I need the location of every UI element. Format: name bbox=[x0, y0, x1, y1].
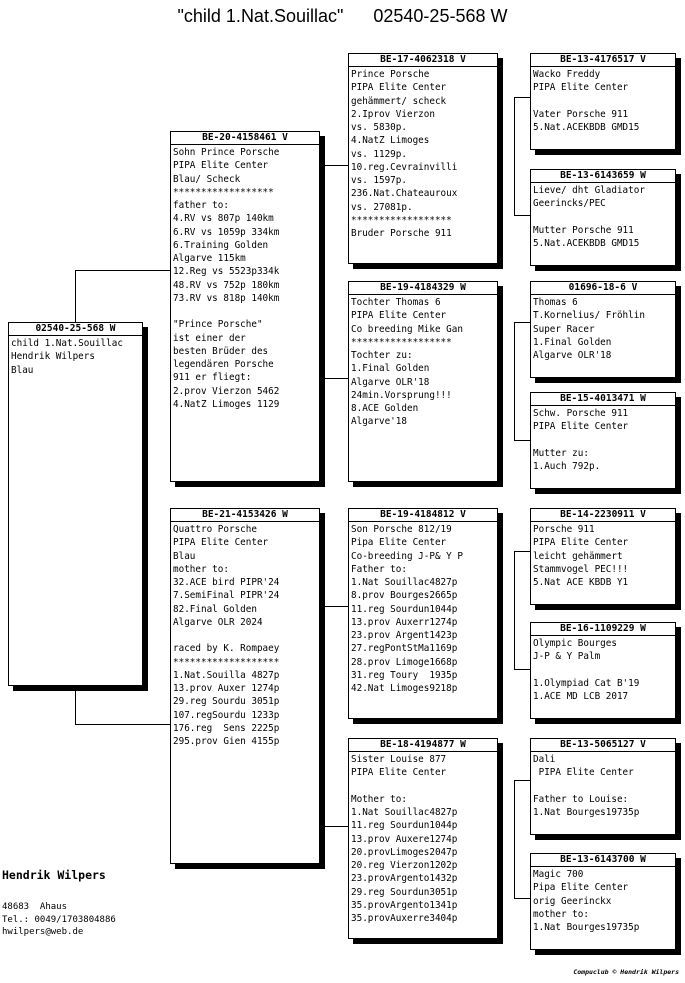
pedigree-line: Olympic Bourges bbox=[533, 638, 617, 649]
pedigree-line bbox=[173, 305, 317, 318]
pedigree-line: ******************* bbox=[173, 656, 280, 668]
pedigree-line: ****************** bbox=[351, 336, 452, 348]
pedigree-notes bbox=[349, 295, 497, 430]
pedigree-line: 23.prov Argent1423p bbox=[351, 630, 458, 641]
pedigree-line bbox=[533, 95, 673, 108]
pedigree-notes bbox=[171, 522, 319, 749]
ring-number: BE-14-2230911 V bbox=[531, 509, 675, 522]
pedigree-line: Algarve OLR'18 bbox=[351, 376, 430, 388]
pedigree-line: 8.ACE Golden bbox=[351, 403, 419, 414]
pedigree-line bbox=[173, 629, 317, 642]
dam-dam-sire-card bbox=[530, 738, 676, 835]
owner-contact bbox=[2, 901, 116, 939]
pedigree-line: 2.Iprov Vierzon bbox=[351, 108, 435, 120]
connector bbox=[320, 606, 321, 826]
pedigree-line: Son Porsche 812/19 bbox=[351, 524, 452, 535]
pedigree-line: 35.provArgento1341p bbox=[351, 899, 458, 911]
pedigree-line: PIPA Elite Center bbox=[351, 310, 447, 322]
connector bbox=[514, 215, 531, 216]
pedigree-notes bbox=[349, 752, 497, 926]
pedigree-line: 1.Auch 792p. bbox=[533, 461, 601, 472]
pedigree-notes bbox=[531, 183, 675, 251]
pedigree-line: Algarve OLR 2024 bbox=[173, 616, 263, 628]
pedigree-line: 23.provArgento1432p bbox=[351, 873, 458, 885]
pedigree-line: 1.Nat Souillac4827p bbox=[351, 577, 458, 588]
pedigree-line: 4.NatZ Limoges 1129 bbox=[173, 398, 280, 410]
pedigree-line: 11.reg Sourdun1044p bbox=[351, 820, 458, 832]
page-title: "child 1.Nat.Souillac" 02540-25-568 W bbox=[177, 6, 508, 26]
sire-sire-card bbox=[348, 53, 498, 264]
pedigree-line: 12.Reg vs 5523p334k bbox=[173, 266, 280, 278]
pedigree-line: Co-breeding J-P& Y P bbox=[351, 550, 463, 562]
dam-sire-card bbox=[348, 508, 498, 719]
ring-number: BE-21-4153426 W bbox=[171, 509, 319, 522]
ring-number: 02540-25-568 W bbox=[9, 323, 142, 336]
pedigree-line: Mother to: bbox=[351, 793, 407, 805]
main-bird-card bbox=[8, 322, 143, 686]
pedigree-line: 31.reg Toury 1935p bbox=[351, 669, 458, 681]
pedigree-line: "Prince Porsche" bbox=[173, 319, 263, 331]
pedigree-line bbox=[533, 434, 673, 447]
ring-number: BE-13-6143700 W bbox=[531, 854, 675, 867]
pedigree-line: 176.reg Sens 2225p bbox=[173, 722, 280, 734]
sire-dam-dam-card bbox=[530, 392, 676, 489]
pedigree-line: 82.Final Golden bbox=[173, 603, 257, 615]
pedigree-line: Pipa Elite Center bbox=[533, 882, 629, 894]
pedigree-line: Lieve/ dht Gladiator bbox=[533, 185, 645, 196]
pedigree-line: PIPA Elite Center bbox=[533, 537, 629, 549]
pedigree-line: 11.reg Sourdun1044p bbox=[351, 603, 458, 615]
pedigree-line: Father to Louise: bbox=[533, 793, 629, 805]
pedigree-line: Prince Porsche bbox=[351, 69, 430, 80]
connector bbox=[514, 97, 531, 98]
pedigree-notes bbox=[531, 406, 675, 474]
pedigree-line: mother to: bbox=[173, 563, 229, 575]
pedigree-line: 7.SemiFinal PIPR'24 bbox=[173, 590, 280, 602]
connector bbox=[514, 898, 531, 899]
connector bbox=[514, 440, 531, 441]
connector bbox=[75, 270, 172, 271]
pedigree-line: raced by K. Rompaey bbox=[173, 643, 280, 655]
pedigree-line: Porsche 911 bbox=[533, 524, 595, 535]
pedigree-line: 236.Nat.Chateauroux bbox=[351, 188, 458, 200]
connector bbox=[514, 322, 531, 323]
pedigree-notes bbox=[531, 522, 675, 590]
pedigree-line: 28.prov Limoge1668p bbox=[351, 656, 458, 668]
pedigree-notes bbox=[531, 752, 675, 820]
pedigree-notes bbox=[531, 636, 675, 704]
pedigree-line: Hendrik Wilpers bbox=[11, 351, 95, 363]
dam-dam-card bbox=[348, 738, 498, 939]
pedigree-line: child 1.Nat.Souillac bbox=[11, 338, 123, 349]
pedigree-notes bbox=[531, 867, 675, 935]
pedigree-line: 8.prov Bourges2665p bbox=[351, 590, 458, 602]
pedigree-line: 1.Nat.Souilla 4827p bbox=[173, 669, 280, 681]
pedigree-line: 5.Nat.ACEKBDB GMD15 bbox=[533, 238, 640, 249]
pedigree-line: Tochter zu: bbox=[351, 350, 413, 361]
pedigree-line: 32.ACE bird PIPR'24 bbox=[173, 577, 280, 588]
pedigree-notes bbox=[171, 145, 319, 412]
pedigree-line: Magic 700 bbox=[533, 869, 584, 880]
pedigree-line: vs. 1129p. bbox=[351, 148, 407, 160]
pedigree-line: vs. 1597p. bbox=[351, 175, 407, 186]
pedigree-notes bbox=[531, 67, 675, 135]
sire-dam-sire-card bbox=[530, 281, 676, 378]
connector bbox=[514, 322, 515, 440]
pedigree-line: 29.reg Sourdu 3051p bbox=[173, 696, 280, 708]
pedigree-line: PIPA Elite Center bbox=[351, 767, 447, 779]
pedigree-notes bbox=[9, 336, 142, 378]
pedigree-line: 29.reg Sourdun3051p bbox=[351, 886, 458, 898]
pedigree-line: 1.Olympiad Cat B'19 bbox=[533, 677, 640, 689]
connector bbox=[514, 780, 531, 781]
sire-dam-card bbox=[348, 281, 498, 482]
owner-address: 48683 Ahaus bbox=[2, 902, 68, 912]
ring-number: BE-15-4013471 W bbox=[531, 393, 675, 406]
connector bbox=[320, 165, 321, 378]
pedigree-line: Blau bbox=[11, 364, 34, 376]
pedigree-line: Sohn Prince Porsche bbox=[173, 147, 280, 158]
pedigree-line: 1.Nat Bourges19735p bbox=[533, 922, 640, 933]
pedigree-line: ****************** bbox=[173, 186, 274, 198]
dam-dam-dam-card bbox=[530, 853, 676, 950]
pedigree-line: 1.ACE MD LCB 2017 bbox=[533, 691, 629, 702]
pedigree-line: 35.provAuxerre3404p bbox=[351, 913, 458, 924]
pedigree-line: legendären Porsche bbox=[173, 359, 274, 370]
connector bbox=[320, 606, 350, 607]
ring-number: BE-20-4158461 V bbox=[171, 132, 319, 145]
pedigree-line: 1.Final Golden bbox=[351, 363, 430, 375]
pedigree-line: PIPA Elite Center bbox=[533, 421, 629, 433]
connector bbox=[320, 378, 350, 379]
pedigree-line: 13.prov Auxere1274p bbox=[351, 833, 458, 845]
connector bbox=[320, 826, 350, 827]
pedigree-line: 2.prov Vierzon 5462 bbox=[173, 385, 280, 397]
pedigree-line: Sister Louise 877 bbox=[351, 754, 447, 765]
ring-number: BE-13-6143659 W bbox=[531, 170, 675, 183]
pedigree-line: 911 er fliegt: bbox=[173, 372, 252, 384]
pedigree-line: Tochter Thomas 6 bbox=[351, 297, 441, 308]
pedigree-line: mother to: bbox=[533, 908, 589, 920]
owner-phone: Tel.: 0049/1703804886 bbox=[2, 914, 116, 925]
pedigree-line: PIPA Elite Center bbox=[351, 82, 447, 94]
dam-sire-sire-card bbox=[530, 508, 676, 605]
pedigree-line: 48.RV vs 752p 180km bbox=[173, 279, 280, 291]
connector bbox=[514, 551, 531, 552]
pedigree-notes bbox=[531, 295, 675, 363]
pedigree-line: Algarve'18 bbox=[351, 416, 407, 428]
dam-card bbox=[170, 508, 320, 864]
pedigree-line: 295.prov Gien 4155p bbox=[173, 736, 280, 747]
pedigree-line: 73.RV vs 818p 140km bbox=[173, 292, 280, 304]
pedigree-line: 10.reg.Cevrainvilli bbox=[351, 161, 458, 173]
pedigree-line: Mutter zu: bbox=[533, 447, 589, 459]
connector bbox=[75, 270, 76, 323]
ring-number: BE-18-4194877 W bbox=[349, 739, 497, 752]
pedigree-line: Thomas 6 bbox=[533, 297, 578, 308]
pedigree-line: 13.prov Auxer 1274p bbox=[173, 683, 280, 694]
pedigree-line: PIPA Elite Center bbox=[173, 160, 269, 172]
ring-number: BE-17-4062318 V bbox=[349, 54, 497, 67]
dam-sire-dam-card bbox=[530, 622, 676, 719]
ring-number: BE-19-4184329 W bbox=[349, 282, 497, 295]
pedigree-line: 1.Nat Souillac4827p bbox=[351, 807, 458, 818]
pedigree-line: Wacko Freddy bbox=[533, 69, 601, 80]
pedigree-line: Algarve 115km bbox=[173, 253, 246, 264]
pedigree-line: Super Racer bbox=[533, 323, 595, 335]
pedigree-line: Quattro Porsche bbox=[173, 524, 257, 535]
pedigree-line: 20.reg Vierzon1202p bbox=[351, 860, 458, 871]
pedigree-line: 6.Training Golden bbox=[173, 239, 269, 251]
sire-card bbox=[170, 131, 320, 482]
pedigree-line: 6.RV vs 1059p 334km bbox=[173, 226, 280, 238]
pedigree-line: Blau bbox=[173, 550, 196, 562]
connector bbox=[514, 97, 515, 215]
pedigree-line: Bruder Porsche 911 bbox=[351, 228, 452, 239]
pedigree-line: Blau/ Scheck bbox=[173, 173, 241, 185]
pedigree-line: Dali bbox=[533, 754, 556, 765]
owner-name: Hendrik Wilpers bbox=[2, 868, 106, 882]
sire-sire-dam-card bbox=[530, 169, 676, 266]
pedigree-line: vs. 27081p. bbox=[351, 201, 413, 213]
pedigree-line: 5.Nat ACE KBDB Y1 bbox=[533, 577, 629, 588]
pedigree-line: J-P & Y Palm bbox=[533, 651, 601, 663]
ring-number: 01696-18-6 V bbox=[531, 282, 675, 295]
pedigree-line: leicht gehämmert bbox=[533, 550, 623, 562]
pedigree-line: besten Brüder des bbox=[173, 345, 269, 357]
connector bbox=[75, 686, 76, 724]
ring-number: BE-13-5065127 V bbox=[531, 739, 675, 752]
pedigree-line: Vater Porsche 911 bbox=[533, 108, 629, 120]
pedigree-line: PIPA Elite Center bbox=[533, 82, 629, 94]
pedigree-line: 13.prov Auxerr1274p bbox=[351, 616, 458, 628]
pedigree-line: 4.RV vs 807p 140km bbox=[173, 213, 274, 225]
owner-email: hwilpers@web.de bbox=[2, 927, 84, 937]
copyright-footer: Compuclub © Hendrik Wilpers bbox=[573, 968, 679, 976]
connector bbox=[514, 780, 515, 898]
pedigree-line: Co breeding Mike Gan bbox=[351, 323, 463, 335]
pedigree-line: Father to: bbox=[351, 563, 407, 575]
pedigree-line: PIPA Elite Center bbox=[533, 767, 634, 779]
connector bbox=[320, 165, 350, 166]
pedigree-notes bbox=[349, 522, 497, 696]
pedigree-line bbox=[533, 664, 673, 677]
sire-sire-sire-card bbox=[530, 53, 676, 150]
pedigree-line: gehämmert/ scheck bbox=[351, 95, 447, 107]
pedigree-line: Geerincks/PEC bbox=[533, 198, 606, 210]
pedigree-line: Pipa Elite Center bbox=[351, 537, 447, 549]
connector bbox=[514, 551, 515, 669]
connector bbox=[514, 669, 531, 670]
pedigree-line: PIPA Elite Center bbox=[173, 537, 269, 549]
pedigree-line: 27.regPontStMa1169p bbox=[351, 643, 458, 655]
ring-number: BE-19-4184812 V bbox=[349, 509, 497, 522]
pedigree-line: orig Geerinckx bbox=[533, 895, 612, 907]
pedigree-line: 4.NatZ Limoges bbox=[351, 135, 430, 147]
pedigree-line: 24min.Vorsprung!!! bbox=[351, 389, 452, 401]
pedigree-line: 5.Nat.ACEKBDB GMD15 bbox=[533, 122, 640, 133]
pedigree-line: vs. 5830p. bbox=[351, 122, 407, 133]
pedigree-line: father to: bbox=[173, 200, 229, 211]
pedigree-notes bbox=[349, 67, 497, 241]
pedigree-line: Mutter Porsche 911 bbox=[533, 224, 634, 236]
pedigree-line bbox=[533, 211, 673, 224]
pedigree-line: T.Kornelius/ Fröhlin bbox=[533, 310, 645, 322]
connector bbox=[75, 724, 172, 725]
ring-number: BE-13-4176517 V bbox=[531, 54, 675, 67]
pedigree-line: Algarve OLR'18 bbox=[533, 350, 612, 361]
pedigree-line: 20.provLimoges2047p bbox=[351, 846, 458, 858]
pedigree-line: 1.Nat Bourges19735p bbox=[533, 807, 640, 818]
pedigree-line: Schw. Porsche 911 bbox=[533, 408, 629, 419]
pedigree-line: 42.Nat Limoges9218p bbox=[351, 683, 458, 694]
pedigree-line: 107.regSourdu 1233p bbox=[173, 709, 280, 721]
pedigree-line: 1.Final Golden bbox=[533, 336, 612, 348]
pedigree-line: ****************** bbox=[351, 214, 452, 226]
ring-number: BE-16-1109229 W bbox=[531, 623, 675, 636]
pedigree-line: ist einer der bbox=[173, 332, 246, 344]
pedigree-line: Stammvogel PEC!!! bbox=[533, 563, 629, 575]
pedigree-line bbox=[351, 780, 495, 793]
pedigree-line bbox=[533, 780, 673, 793]
